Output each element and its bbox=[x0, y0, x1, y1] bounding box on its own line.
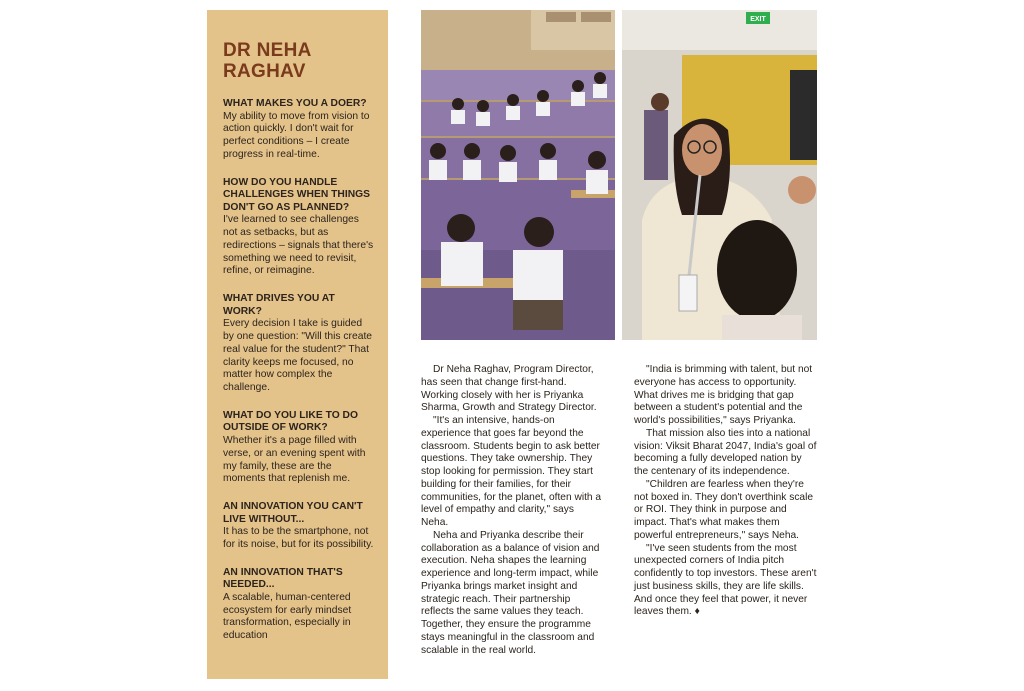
qa-answer: Whether it's a page filled with verse, or an evening spent with my family, these are the moments that replenish me. bbox=[223, 434, 366, 485]
profile-name-line1: DR NEHA bbox=[223, 40, 312, 61]
speaker-photo bbox=[622, 10, 817, 340]
qa-answer: My ability to move from vision to action quickly. I don't wait for perfect conditions – I create progress in real-time. bbox=[223, 110, 370, 160]
qa-block bbox=[223, 293, 374, 395]
article-paragraph: "It's an intensive, hands-on experience that goes far beyond the classroom. Students begin to ask better questions. They take ownership. They stop looking for permission. They start building for their families, for their communities, for the planet, often with a level of empathy and clarity," says Neha. bbox=[421, 415, 602, 528]
lecture-hall-illustration bbox=[421, 10, 615, 340]
qa-answer: It has to be the smartphone, not for its noise, but for its possibility. bbox=[223, 526, 374, 550]
qa-question: HOW DO YOU HANDLE CHALLENGES WHEN THINGS DON'T GO AS PLANNED? bbox=[223, 176, 371, 213]
qa-question: WHAT MAKES YOU A DOER? bbox=[223, 98, 367, 109]
qa-question: AN INNOVATION THAT'S NEEDED... bbox=[223, 566, 343, 591]
article-column-1 bbox=[421, 364, 603, 657]
exit-sign-text: EXIT bbox=[750, 16, 766, 23]
qa-block bbox=[223, 98, 374, 162]
qa-block bbox=[223, 410, 374, 486]
qa-block bbox=[223, 177, 374, 278]
profile-name-line2: RAGHAV bbox=[223, 61, 306, 82]
speaker-illustration bbox=[622, 10, 817, 340]
qa-answer: A scalable, human-centered ecosystem for early mindset transformation, especially in education bbox=[223, 591, 352, 642]
article-paragraph: That mission also ties into a national vision: Viksit Bharat 2047, India's goal of becoming a fully developed nation by the centenary of its independence. bbox=[634, 427, 817, 477]
article-column-2 bbox=[634, 364, 817, 619]
lecture-hall-photo bbox=[421, 10, 615, 340]
article-paragraph: Dr Neha Raghav, Program Director, has seen that change first-hand. Working closely with her is Priyanka Sharma, Growth and Strategy Director. bbox=[421, 364, 597, 414]
qa-answer: Every decision I take is guided by one question: "Will this create real value for the student?" That clarity keeps me focused, no matter how complex the challenge. bbox=[223, 318, 373, 394]
article-paragraph: "Children are fearless when they're not boxed in. They don't overthink scale or ROI. They think in purpose and impact. That's what makes them powerful entrepreneurs," says Neha. bbox=[634, 478, 814, 541]
qa-answer: I've learned to see challenges not as setbacks, but as redirections – signals that there's something we need to revisit, refine, or reimagine. bbox=[223, 214, 374, 277]
article-paragraph: "I've seen students from the most unexpected corners of India pitch confidently to top investors. These aren't just business skills, they are life skills. And once they feel that power, it never leaves them. ♦ bbox=[634, 542, 817, 618]
qa-question: AN INNOVATION YOU CAN'T LIVE WITHOUT... bbox=[223, 501, 363, 525]
qa-block bbox=[223, 501, 374, 552]
article-paragraph: Neha and Priyanka describe their collaboration as a balance of vision and execution. Neha shapes the learning experience and long-term impact, while Priyanka brings market insight and strategic reach. Their partnership reflects the same values they teach. Together, they ensure the programme stays meaningful in the classroom and scalable in the real world. bbox=[421, 529, 600, 656]
qa-question: WHAT DRIVES YOU AT WORK? bbox=[223, 293, 335, 317]
article-paragraph: "India is brimming with talent, but not everyone has access to opportunity. What drives me is bridging that gap between a student's potential and the world's possibilities," says Priyanka. bbox=[634, 364, 813, 426]
profile-sidebar bbox=[207, 10, 388, 679]
qa-block bbox=[223, 567, 374, 643]
profile-name bbox=[223, 40, 374, 82]
qa-question: WHAT DO YOU LIKE TO DO OUTSIDE OF WORK? bbox=[223, 409, 359, 434]
